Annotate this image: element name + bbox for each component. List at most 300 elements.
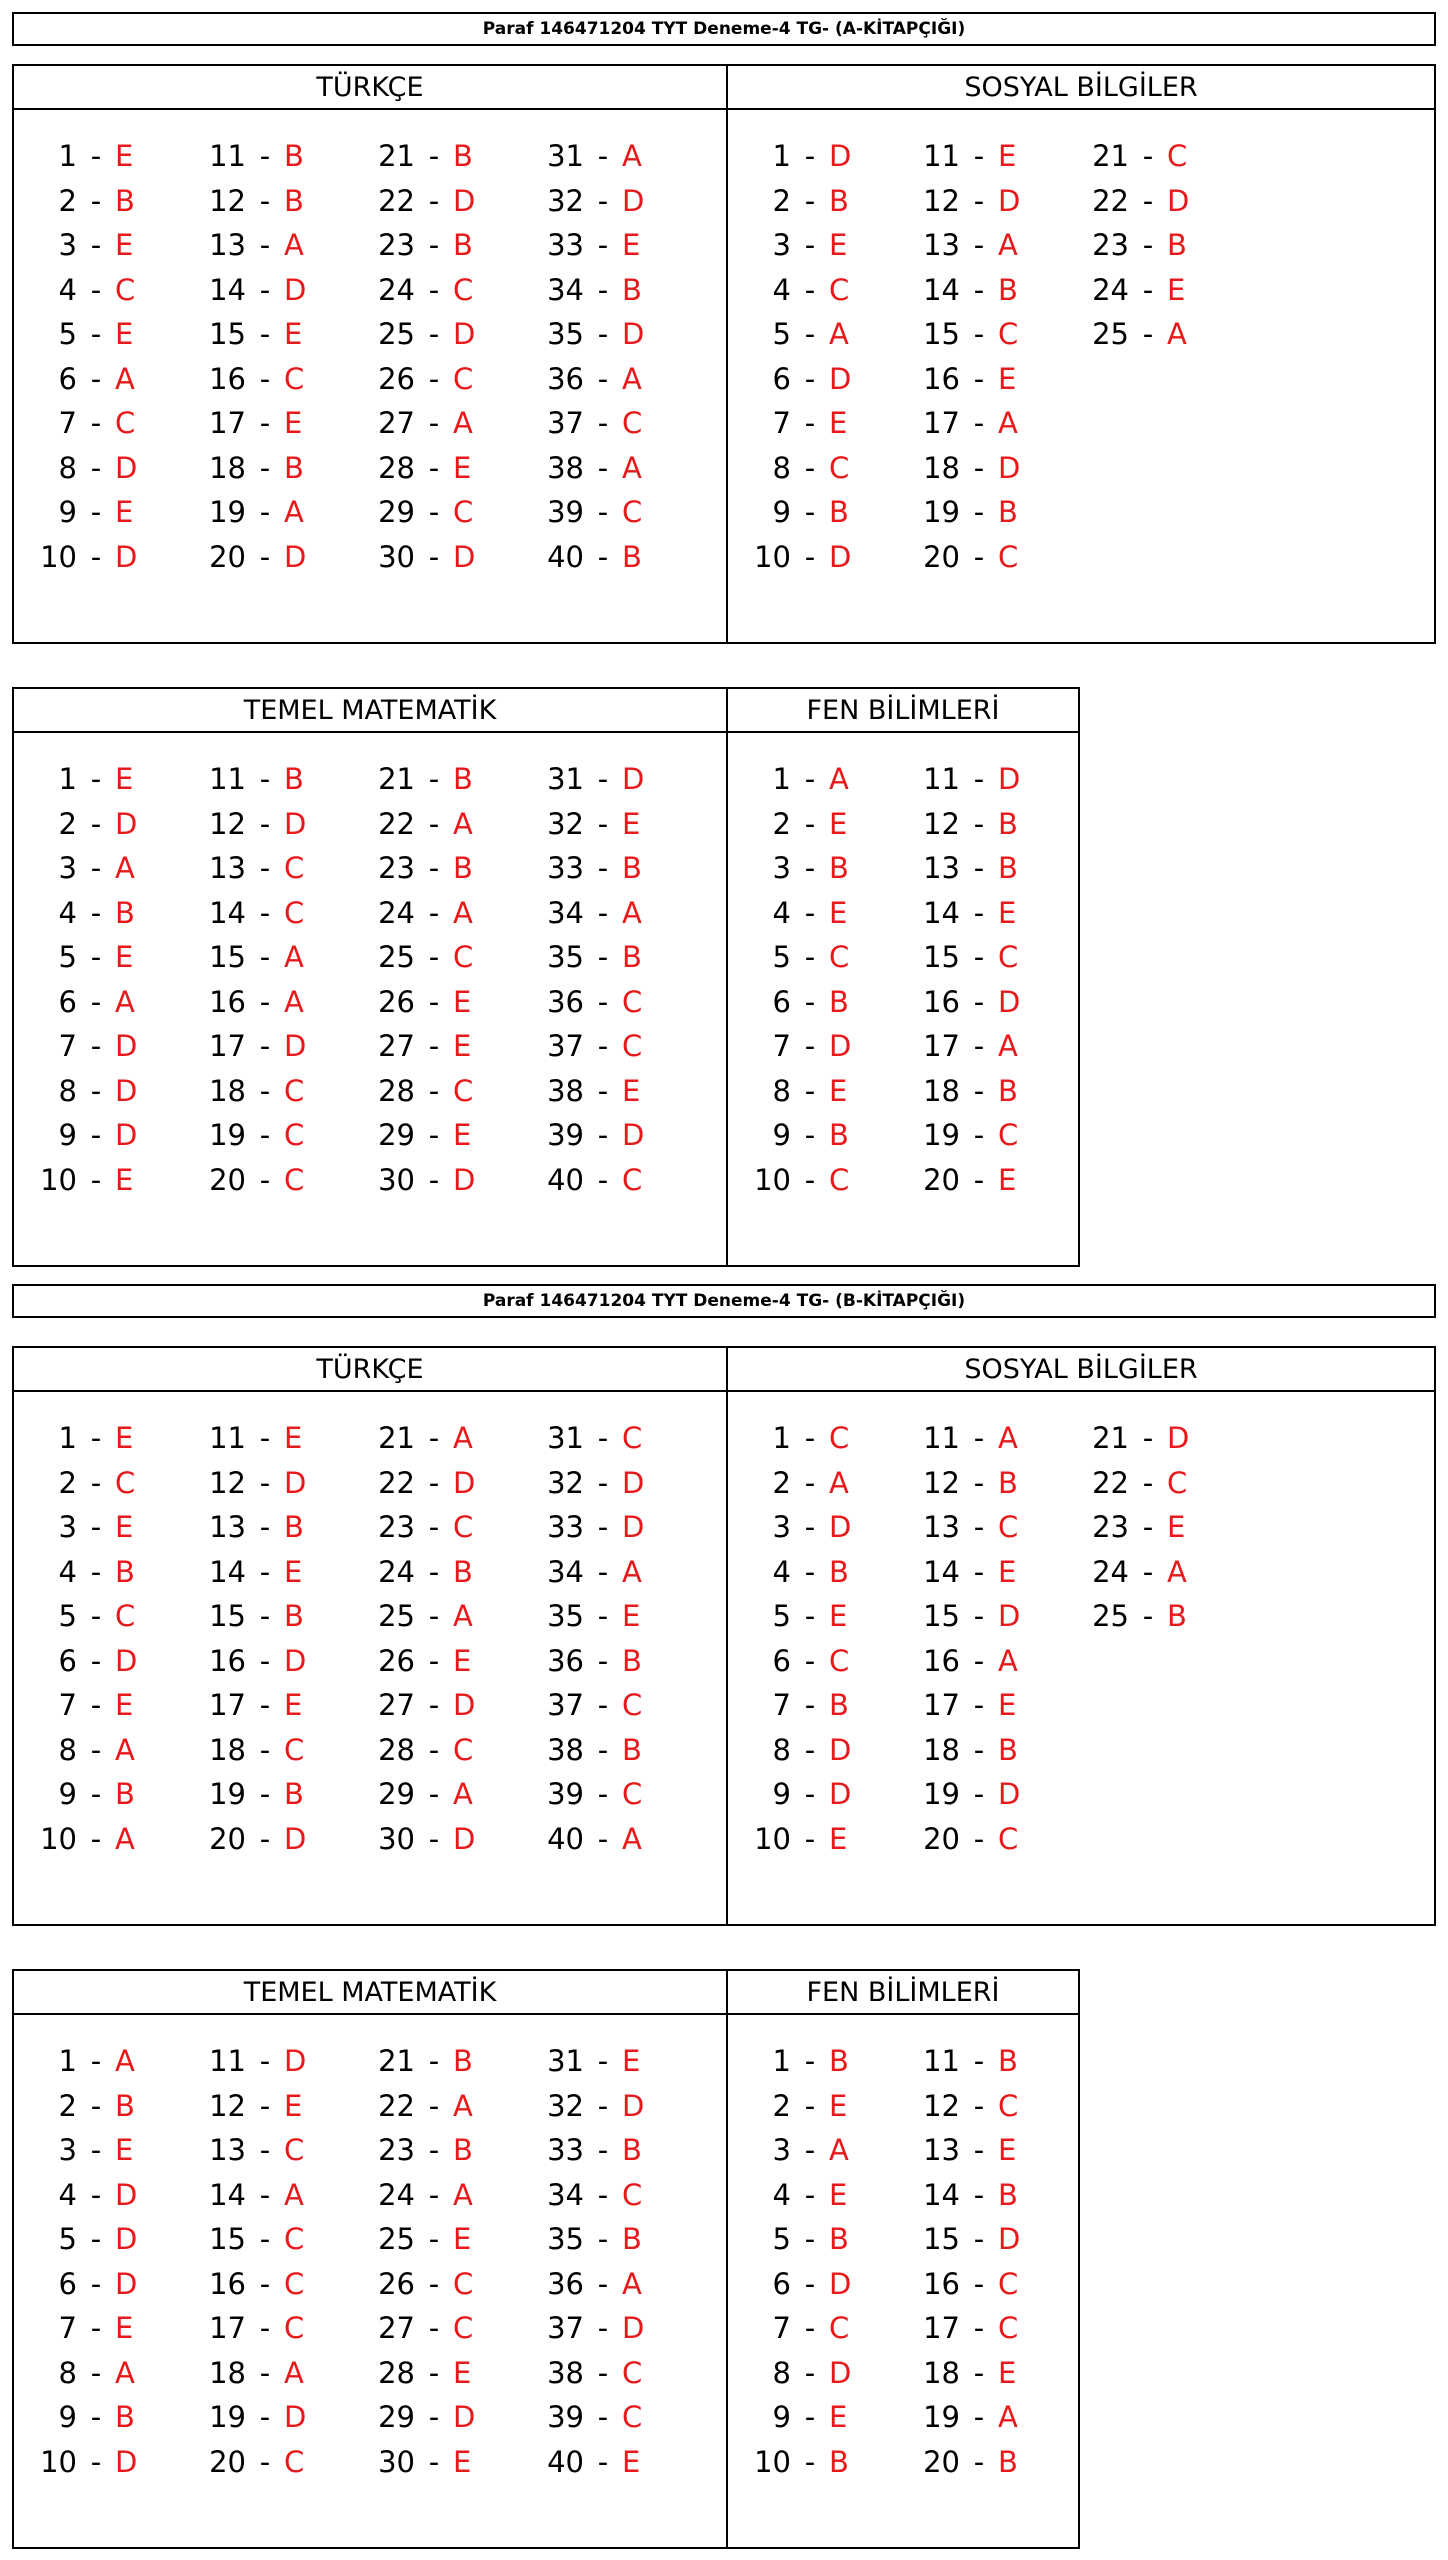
answer-item [22,1158,137,1203]
answer-letter: B [284,1599,304,1634]
separator: - [973,183,985,218]
booklet-b-fen [726,1971,1078,2547]
separator: - [428,2044,440,2079]
answer-letter: C [453,2311,474,2346]
answer-item [191,757,306,802]
answer-letter: D [453,2400,476,2435]
answer-item [22,1505,137,1550]
question-number: 40 [547,1162,584,1197]
answer-letter: E [115,1162,134,1197]
separator: - [428,1821,440,1856]
answer-letter: D [998,183,1021,218]
answer-item [191,134,306,179]
question-number: 3 [772,1510,791,1545]
answer-item [736,1024,851,1069]
question-number: 34 [547,895,584,930]
separator: - [259,450,271,485]
question-number: 1 [58,139,77,174]
answer-item [905,490,1020,535]
answer-item [22,846,137,891]
question-number: 3 [58,851,77,886]
separator: - [259,1118,271,1153]
answer-letter: B [998,272,1018,307]
answer-item [529,1113,644,1158]
question-number: 8 [58,1073,77,1108]
separator: - [90,495,102,530]
question-number: 23 [378,851,415,886]
question-number: 36 [547,984,584,1019]
question-number: 25 [1092,1599,1129,1634]
answer-letter: C [453,495,474,530]
answer-letter: E [115,1510,134,1545]
answer-item [1074,268,1189,313]
answer-item [191,2262,306,2307]
question-number: 9 [58,2400,77,2435]
separator: - [90,228,102,263]
question-number: 16 [209,2266,246,2301]
separator: - [259,361,271,396]
answer-letter: A [829,762,849,797]
answer-item [360,1416,475,1461]
question-number: 32 [547,1465,584,1500]
separator: - [597,2177,609,2212]
separator: - [973,1554,985,1589]
answer-letter: B [998,851,1018,886]
question-number: 18 [209,1073,246,1108]
question-number: 9 [772,2400,791,2435]
answer-item [191,490,306,535]
question-number: 38 [547,1073,584,1108]
separator: - [597,2266,609,2301]
answer-item [736,1728,851,1773]
answer-letter: B [998,2177,1018,2212]
answer-letter: A [453,406,473,441]
separator: - [804,2088,816,2123]
separator: - [428,2088,440,2123]
separator: - [428,806,440,841]
answer-letter: C [453,940,474,975]
answer-item [22,490,137,535]
question-number: 23 [378,2133,415,2168]
question-number: 10 [40,1162,77,1197]
section-header: SOSYAL BİLGİLER [728,1348,1434,1392]
answer-item [736,357,851,402]
section-header: TÜRKÇE [14,1348,726,1392]
answer-item [905,802,1020,847]
separator: - [804,1162,816,1197]
answer-letter: E [622,1599,641,1634]
question-number: 40 [547,539,584,574]
separator: - [428,1073,440,1108]
answer-letter: C [453,1073,474,1108]
question-number: 31 [547,1421,584,1456]
answer-letter: A [284,495,304,530]
question-number: 21 [378,762,415,797]
question-number: 23 [1092,1510,1129,1545]
question-number: 22 [1092,183,1129,218]
answer-letter: B [998,1465,1018,1500]
question-number: 16 [923,984,960,1019]
answer-letter: E [115,762,134,797]
answer-column [529,2015,644,2484]
answer-item [191,1069,306,1114]
answer-item [191,1817,306,1862]
answer-item [736,1416,851,1461]
answer-letter: C [829,272,850,307]
separator: - [428,2222,440,2257]
answer-item [22,757,137,802]
question-number: 19 [923,495,960,530]
answer-item [529,891,644,936]
question-number: 1 [58,762,77,797]
separator: - [973,317,985,352]
answer-letter: E [1167,272,1186,307]
question-number: 8 [772,2355,791,2390]
answer-letter: C [284,1162,305,1197]
answer-letter: A [453,2177,473,2212]
separator: - [90,1421,102,1456]
separator: - [90,1554,102,1589]
separator: - [804,1465,816,1500]
answer-letter: A [115,851,135,886]
answer-letter: D [998,984,1021,1019]
question-number: 22 [1092,1465,1129,1500]
answer-item [360,535,475,580]
separator: - [428,183,440,218]
separator: - [259,1162,271,1197]
answer-letter: D [622,762,645,797]
separator: - [259,940,271,975]
question-number: 18 [923,450,960,485]
question-number: 16 [923,1643,960,1678]
question-number: 2 [772,183,791,218]
answer-letter: D [453,539,476,574]
separator: - [90,2222,102,2257]
separator: - [428,984,440,1019]
answer-item [905,2440,1020,2485]
booklet-b-table-2 [12,1969,1080,2549]
booklet-a-turkce [14,66,726,642]
answer-item [529,1416,644,1461]
question-number: 24 [378,272,415,307]
answer-item [22,1594,137,1639]
separator: - [90,851,102,886]
question-number: 30 [378,2444,415,2479]
separator: - [973,361,985,396]
question-number: 17 [923,1688,960,1723]
answer-item [191,401,306,446]
question-number: 2 [772,806,791,841]
answer-letter: C [622,1029,643,1064]
question-number: 16 [209,1643,246,1678]
separator: - [804,1599,816,1634]
answer-item [529,535,644,580]
question-number: 27 [378,1029,415,1064]
answer-item [22,2351,137,2396]
answer-letter: D [829,2355,852,2390]
separator: - [90,806,102,841]
answer-column [736,733,851,1202]
question-number: 34 [547,272,584,307]
answer-letter: D [622,2311,645,2346]
answer-letter: C [622,406,643,441]
question-number: 39 [547,495,584,530]
answer-letter: C [115,1465,136,1500]
answer-letter: E [998,895,1017,930]
question-number: 12 [923,806,960,841]
answer-letter: D [115,1029,138,1064]
answer-item [360,1817,475,1862]
question-number: 25 [378,940,415,975]
separator: - [597,2133,609,2168]
separator: - [1142,1599,1154,1634]
separator: - [90,1029,102,1064]
question-number: 11 [923,1421,960,1456]
answer-letter: D [115,2222,138,2257]
separator: - [973,1162,985,1197]
answer-item [191,223,306,268]
separator: - [973,1118,985,1153]
answer-item [529,2084,644,2129]
separator: - [428,940,440,975]
answer-item [529,357,644,402]
answer-column [529,1392,644,1861]
separator: - [90,1118,102,1153]
question-number: 6 [58,1643,77,1678]
question-number: 34 [547,2177,584,2212]
answer-letter: D [1167,1421,1190,1456]
answer-item [22,1728,137,1773]
question-number: 22 [378,2088,415,2123]
question-number: 33 [547,1510,584,1545]
answer-item [529,1817,644,1862]
question-number: 9 [772,495,791,530]
separator: - [259,1029,271,1064]
question-number: 29 [378,495,415,530]
answer-item [360,2084,475,2129]
separator: - [804,806,816,841]
answer-item [360,446,475,491]
separator: - [1142,1465,1154,1500]
answer-item [905,1505,1020,1550]
answer-letter: E [453,1029,472,1064]
question-number: 17 [923,1029,960,1064]
answer-item [736,490,851,535]
section-header: TÜRKÇE [14,66,726,110]
separator: - [259,406,271,441]
answer-item [529,1505,644,1550]
answer-letter: E [115,2311,134,2346]
answer-item [736,1772,851,1817]
answer-item [191,802,306,847]
answer-letter: D [998,1777,1021,1812]
separator: - [804,940,816,975]
separator: - [428,450,440,485]
separator: - [259,762,271,797]
separator: - [973,450,985,485]
question-number: 34 [547,1554,584,1589]
answer-item [191,1639,306,1684]
separator: - [259,1732,271,1767]
question-number: 28 [378,2355,415,2390]
section-header: TEMEL MATEMATİK [14,689,726,733]
separator: - [804,1510,816,1545]
separator: - [597,450,609,485]
answer-letter: C [284,1073,305,1108]
separator: - [428,539,440,574]
question-number: 31 [547,762,584,797]
answer-item [905,2262,1020,2307]
answer-item [529,223,644,268]
question-number: 1 [58,2044,77,2079]
separator: - [90,2444,102,2479]
question-number: 18 [923,1732,960,1767]
answer-item [905,980,1020,1025]
answer-letter: A [453,2088,473,2123]
answer-letter: C [998,1510,1019,1545]
question-number: 15 [923,1599,960,1634]
question-number: 29 [378,1118,415,1153]
question-number: 7 [58,2311,77,2346]
booklet-b-matematik [14,1971,726,2547]
question-number: 12 [209,1465,246,1500]
answer-letter: D [829,539,852,574]
question-number: 7 [58,1688,77,1723]
separator: - [259,2311,271,2346]
answer-item [736,2128,851,2173]
answer-letter: D [284,806,307,841]
separator: - [804,2266,816,2301]
separator: - [259,1688,271,1723]
separator: - [804,450,816,485]
question-number: 14 [209,895,246,930]
answer-item [529,846,644,891]
separator: - [428,272,440,307]
answer-item [905,179,1020,224]
separator: - [259,2266,271,2301]
separator: - [597,1688,609,1723]
question-number: 29 [378,2400,415,2435]
question-number: 27 [378,1688,415,1723]
answer-letter: B [453,762,473,797]
answer-letter: B [622,272,642,307]
separator: - [259,228,271,263]
answer-item [905,2173,1020,2218]
answer-item [736,980,851,1025]
answer-letter: D [284,1029,307,1064]
question-number: 3 [58,228,77,263]
question-number: 33 [547,2133,584,2168]
answer-item [529,268,644,313]
answer-item [1074,1505,1189,1550]
separator: - [90,2133,102,2168]
answer-letter: C [829,1421,850,1456]
answer-letter: B [829,1688,849,1723]
answer-letter: B [284,450,304,485]
answer-letter: B [115,895,135,930]
answer-column [905,733,1020,1202]
question-number: 4 [58,1554,77,1589]
separator: - [804,2400,816,2435]
question-number: 22 [378,806,415,841]
answer-item [191,1158,306,1203]
answer-letter: B [115,2088,135,2123]
question-number: 3 [772,851,791,886]
answer-letter: D [998,2222,1021,2257]
answer-item [191,2351,306,2396]
separator: - [90,1643,102,1678]
answer-column [22,1392,137,1861]
separator: - [90,895,102,930]
answer-letter: B [998,2444,1018,2479]
answer-letter: E [115,495,134,530]
question-number: 12 [923,183,960,218]
answer-item [191,980,306,1025]
answer-item [360,2395,475,2440]
answer-letter: D [453,1688,476,1723]
question-number: 17 [923,406,960,441]
separator: - [973,1465,985,1500]
separator: - [259,495,271,530]
answer-letter: E [115,2133,134,2168]
separator: - [597,2355,609,2390]
question-number: 8 [772,1073,791,1108]
question-number: 3 [772,2133,791,2168]
separator: - [428,1510,440,1545]
separator: - [259,183,271,218]
answer-item [360,357,475,402]
question-number: 4 [58,895,77,930]
question-number: 19 [209,1118,246,1153]
question-number: 27 [378,2311,415,2346]
answer-letter: A [1167,1554,1187,1589]
answer-item [1074,223,1189,268]
separator: - [597,1554,609,1589]
answer-letter: D [622,1118,645,1153]
answer-item [360,1461,475,1506]
answer-item [360,2262,475,2307]
answer-letter: A [453,1599,473,1634]
answer-letter: C [622,2355,643,2390]
answer-item [529,401,644,446]
answer-letter: E [622,806,641,841]
answer-letter: C [1167,139,1188,174]
question-number: 7 [772,406,791,441]
question-number: 37 [547,2311,584,2346]
question-number: 11 [209,139,246,174]
separator: - [597,2222,609,2257]
answer-item [529,2351,644,2396]
question-number: 21 [378,1421,415,1456]
separator: - [1142,1554,1154,1589]
answer-letter: B [829,851,849,886]
separator: - [804,1688,816,1723]
question-number: 5 [58,1599,77,1634]
question-number: 14 [209,1554,246,1589]
separator: - [804,2355,816,2390]
answer-item [736,179,851,224]
booklet-a-table-1 [12,64,1436,644]
question-number: 17 [209,1688,246,1723]
question-number: 18 [209,1732,246,1767]
separator: - [1142,272,1154,307]
answer-item [191,535,306,580]
question-number: 19 [923,1777,960,1812]
answer-letter: D [998,450,1021,485]
answer-letter: B [829,984,849,1019]
separator: - [804,2177,816,2212]
answer-letter: B [1167,228,1187,263]
